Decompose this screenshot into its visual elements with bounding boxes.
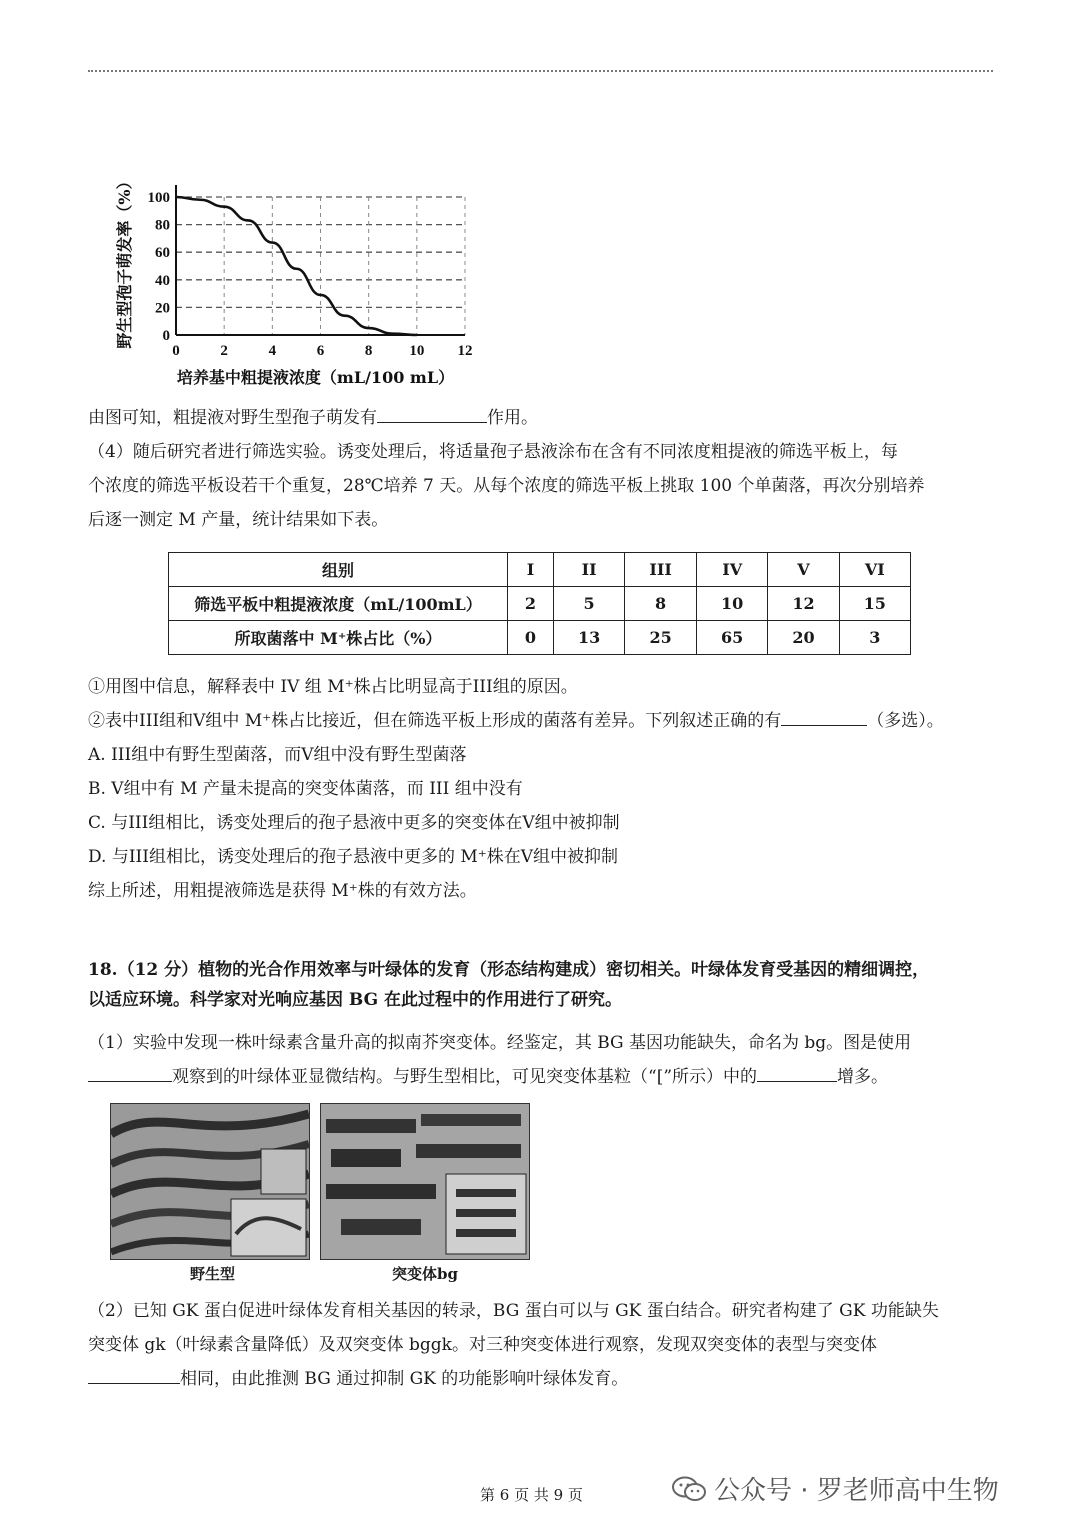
q4-line-1: （4）随后研究者进行筛选实验。诱变处理后，将适量孢子悬液涂布在含有不同浓度粗提液的筛选平板上，每 <box>88 442 898 462</box>
q18-stem-line-2: 以适应环境。科学家对光响应基因 BG 在此过程中的作用进行了研究。 <box>88 990 623 1010</box>
answer-blank[interactable] <box>88 1063 172 1082</box>
table-cell: IV <box>697 553 768 587</box>
table-cell: 2 <box>508 587 554 621</box>
table-cell: II <box>553 553 624 587</box>
table-cell: 3 <box>839 621 910 655</box>
x-tick-label: 4 <box>268 343 277 359</box>
table-cell: 0 <box>508 621 554 655</box>
x-tick-label: 12 <box>457 343 473 359</box>
table-cell: 20 <box>768 621 839 655</box>
table-row <box>169 587 911 621</box>
table-cell: 所取菌落中 M⁺株占比（%） <box>169 621 508 655</box>
mutant-label: 突变体bg <box>392 1265 458 1283</box>
x-tick-label: 2 <box>220 343 228 359</box>
table-header-row <box>169 553 911 587</box>
table-cell: V <box>768 553 839 587</box>
answer-blank[interactable] <box>377 404 487 423</box>
table-cell: 25 <box>625 621 697 655</box>
table-cell: 组别 <box>169 553 508 587</box>
q18-2-line-2: 突变体 gk（叶绿素含量降低）及双突变体 bggk。对三种突变体进行观察，发现双突变体的表型与突变体 <box>88 1335 877 1355</box>
conclusion: 综上所述，用粗提液筛选是获得 M⁺株的有效方法。 <box>88 881 477 901</box>
table-cell: 15 <box>839 587 910 621</box>
table-cell: 10 <box>697 587 768 621</box>
y-tick-label: 100 <box>147 190 170 206</box>
page-number: 第 6 页 共 9 页 <box>480 1486 583 1504</box>
x-tick-label: 6 <box>316 343 325 359</box>
table-row <box>169 621 911 655</box>
option-d: D. 与III组相比，诱变处理后的孢子悬液中更多的 M⁺株在Ⅴ组中被抑制 <box>88 847 619 867</box>
wildtype-label: 野生型 <box>190 1265 236 1283</box>
x-tick-label: 0 <box>172 343 180 359</box>
q4-line-2: 个浓度的筛选平板设若干个重复，28℃培养 7 天。从每个浓度的筛选平板上挑取 100 个单菌落，再次分别培养 <box>88 476 925 496</box>
wildtype-micrograph <box>110 1103 310 1260</box>
y-tick-label: 80 <box>155 217 170 234</box>
q4-line-3: 后逐一测定 M 产量，统计结果如下表。 <box>88 510 389 530</box>
option-b: B. Ⅴ组中有 M 产量未提高的突变体菌落，而 III 组中没有 <box>88 779 523 799</box>
table-cell: III <box>625 553 697 587</box>
option-c: C. 与III组相比，诱变处理后的孢子悬液中更多的突变体在Ⅴ组中被抑制 <box>88 813 620 833</box>
q18-1-line-2: 观察到的叶绿体亚显微结构。与野生型相比，可见突变体基粒（“[”所示）中的 增多。 <box>88 1062 998 1092</box>
series-line <box>176 197 417 335</box>
germination-chart <box>110 140 490 400</box>
x-tick-label: 8 <box>364 343 373 359</box>
watermark: 公众号 · 罗老师高中生物 <box>672 1470 999 1507</box>
table-cell: I <box>508 553 554 587</box>
q18-2-line-1: （2）已知 GK 蛋白促进叶绿体发育相关基因的转录，BG 蛋白可以与 GK 蛋白结合。研究者构建了 GK 功能缺失 <box>88 1301 939 1321</box>
results-table <box>168 552 911 655</box>
table-cell: 筛选平板中粗提液浓度（mL/100mL） <box>169 587 508 621</box>
table-cell: 5 <box>553 587 624 621</box>
table-cell: VI <box>839 553 910 587</box>
chart-conclusion-line: 由图可知，粗提液对野生型孢子萌发有 作用。 <box>88 403 998 433</box>
y-tick-label: 20 <box>155 300 170 317</box>
option-a: A. III组中有野生型菌落，而Ⅴ组中没有野生型菌落 <box>88 745 467 765</box>
answer-blank[interactable] <box>781 707 867 726</box>
y-tick-label: 60 <box>155 245 170 262</box>
x-axis-label: 培养基中粗提液浓度（mL/100 mL） <box>176 368 455 387</box>
table-cell: 65 <box>697 621 768 655</box>
y-tick-label: 40 <box>155 272 170 289</box>
x-tick-label: 10 <box>409 343 425 359</box>
sub-question-1: ①用图中信息，解释表中 IV 组 M⁺株占比明显高于III组的原因。 <box>88 677 578 697</box>
q18-2-line-3: 相同，由此推测 BG 通过抑制 GK 的功能影响叶绿体发育。 <box>88 1364 998 1394</box>
q18-stem-line-1: 18.（12 分）植物的光合作用效率与叶绿体的发育（形态结构建成）密切相关。叶绿体发育受基因的精细调控， <box>88 960 930 980</box>
y-tick-label: 0 <box>162 328 170 344</box>
header-rule <box>88 70 993 72</box>
answer-blank[interactable] <box>88 1365 180 1384</box>
table-cell: 8 <box>625 587 697 621</box>
mutant-micrograph <box>320 1103 530 1260</box>
table-cell: 12 <box>768 587 839 621</box>
table-cell: 13 <box>553 621 624 655</box>
y-axis-label: 野生型孢子萌发率（%） <box>115 173 134 349</box>
answer-blank[interactable] <box>757 1063 837 1082</box>
q18-1-line-1: （1）实验中发现一株叶绿素含量升高的拟南芥突变体。经鉴定，其 BG 基因功能缺失，命名为 bg。图是使用 <box>88 1033 912 1053</box>
sub-question-2: ②表中III组和Ⅴ组中 M⁺株占比接近，但在筛选平板上形成的菌落有差异。下列叙述正确的有 （多选）。 <box>88 706 998 736</box>
wechat-icon <box>672 1476 706 1502</box>
